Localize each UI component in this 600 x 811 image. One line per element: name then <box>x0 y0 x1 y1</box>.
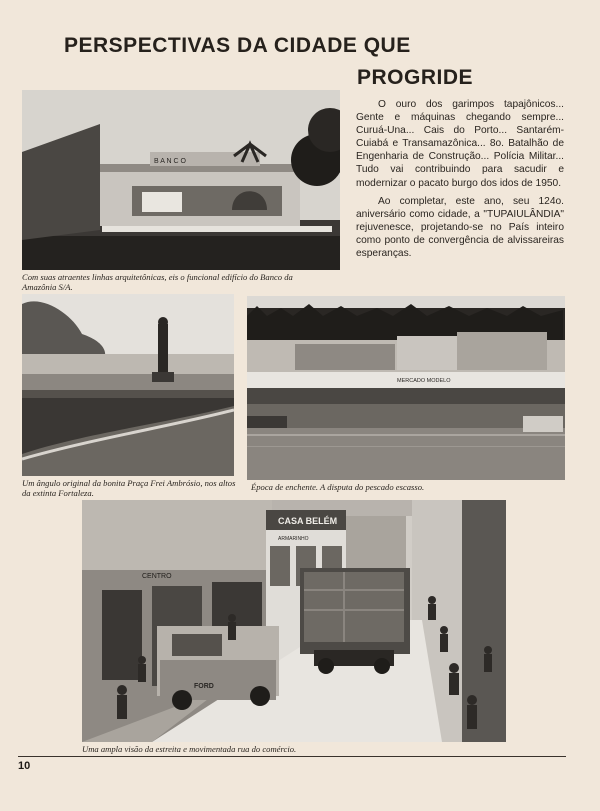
article-paragraph-1: O ouro dos garimpos tapajônicos... Gente e máquinas chegando sempre... Curuá-Una... Cais do Porto... Santarém-Cuiabá e Transamazônica... 8o. Batalhão de Engenharia de Construção... Polícia Militar... Tudo vai contribuindo para sacudir e modernizar o pacato burgo dos idos de 1950. <box>356 99 564 189</box>
article-title-line-1: PERSPECTIVAS DA CIDADE QUE <box>64 34 411 57</box>
store-sign-text: CENTRO <box>142 573 172 580</box>
article-title-line-2: PROGRIDE <box>357 66 474 89</box>
photo-harbor-flood <box>247 296 565 480</box>
bank-sign-text: B A N C O <box>154 158 186 165</box>
photo-square-statue <box>22 294 234 476</box>
caption-street: Uma ampla visão da estreita e movimentada rua do comércio. <box>82 744 297 754</box>
caption-square: Um ângulo original da bonita Praça Frei Ambrósio, nos altos da extinta Fortaleza. <box>22 478 236 498</box>
shop-sign-text: ARMARINHO <box>278 536 309 542</box>
article-paragraph-2: Ao completar, este ano, seu 124o. aniversário como cidade, a "TUPAIULÂNDIA" rejuvenesce, projetando-se no País inteiro como ponto de convergência de alvissareiras esperanças. <box>356 195 564 260</box>
caption-harbor: Época de enchente. A disputa do pescado escasso. <box>251 482 425 492</box>
truck-brand-text: FORD <box>194 683 214 690</box>
caption-bank: Com suas atraentes linhas arquitetônicas, eis o funcional edifício do Banco da Amazônia S/A. <box>22 272 293 292</box>
photo-commercial-street <box>82 500 506 742</box>
photo-bank-building <box>22 90 340 270</box>
market-sign-text: MERCADO MODELO <box>397 378 451 384</box>
page-number: 10 <box>18 760 31 772</box>
casa-sign-text: CASA BELÉM <box>278 516 338 526</box>
article-body <box>356 98 564 265</box>
footer-rule <box>18 756 566 757</box>
